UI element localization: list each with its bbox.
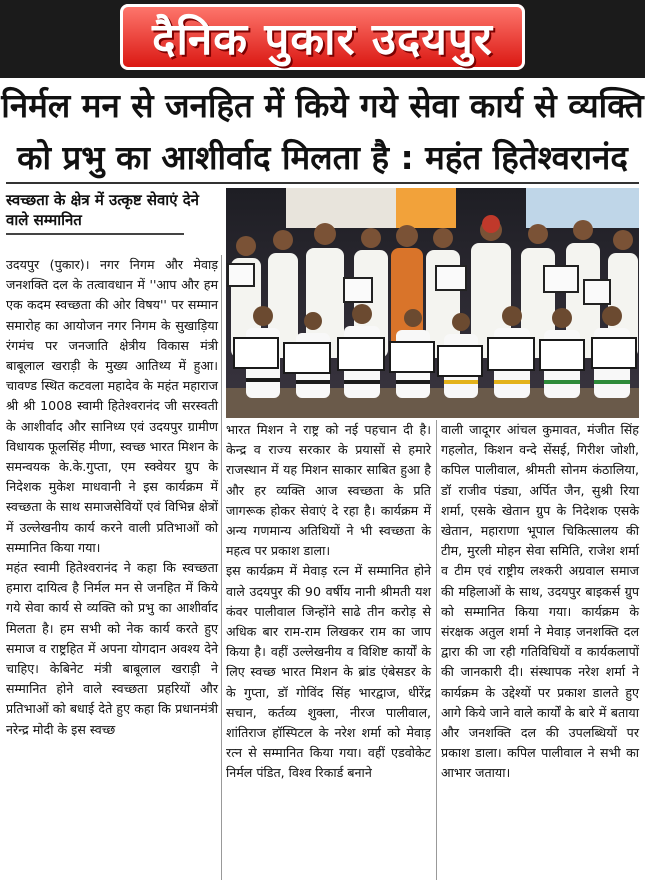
column-divider — [221, 255, 222, 880]
newspaper-title: दैनिक पुकार उदयपुर — [120, 4, 525, 70]
article-text-col2: भारत मिशन ने राष्ट्र को नई पहचान दी है। केन्द्र व राज्य सरकार के प्रयासों से हमारे राजस्थान में यह मिशन साकार साबित हुआ है और हर व्यक्ति आज स्वच्छता के प्रति जागरूक होकर सेवाएं दे रहा है। कार्यक्रम में अन्य गणमान्य अतिथियों ने भी स्वच्छता के महत्व पर प्रकाश डाला। इस कार्यक्रम में मेवाड़ रत्न में सम्मानित होने वाले उदयपुर की 90 वर्षीय नानी श्रीमती यश कंवर पालीवाल जिन्होंने साढे तीन करोड़ से अधिक बार राम-राम लिखकर राम का जाप किया है। वहीं उल्लेखनीय व विशिष्ट कार्यों के लिए स्वच्छ भारत मिशन के ब्रांड एंबेसडर के के गुप्ता, डॉ गोविंद सिंह भारद्वाज, धीरेंद्र सचान, कर्तव्य शुक्ला, नीरज पालीवाल, शांतिराज हॉस्पिटल के नरेश शर्मा को मेवाड़ रत्न से सम्मानित किया गया। वहीं एडवोकेट निर्मल पंडित, विश्व रिकार्ड बनाने — [226, 422, 431, 781]
subheadline-underline — [6, 233, 184, 235]
headline-line-2: को प्रभु का आशीर्वाद मिलता है : महंत हितेश्वरानंद — [17, 138, 628, 177]
article-column-2 — [226, 420, 431, 784]
headline-line-1: निर्मल मन से जनहित में किये गये सेवा कार्य से व्यक्ति — [1, 86, 644, 125]
group-photo — [226, 188, 639, 418]
group-photo-icon — [226, 188, 639, 418]
article-column-1 — [6, 255, 218, 740]
masthead — [0, 0, 645, 78]
article-text-col3: वाली जादूगर आंचल कुमावत, मंजीत सिंह गहलोत, किशन वन्दे सेंसई, गिरीश जोशी, कपिल पालीवाल, श्रीमती सोनम कंठालिया, डॉ राजीव पंड्या, अर्पित जैन, सुश्री रिया शर्मा, एसके खेतान ग्रुप के निदेशक एसके खेतान, महाराणा भूपाल चिकित्सालय की टीम, मुरली मोहन सेवा समिति, राजेश शर्मा व टीम एवं राष्ट्रीय लश्करी अग्रवाल समाज की महिलाओं के साथ, उदयपुर बाइकर्स ग्रुप को सम्मानित किया गया। कार्यक्रम के संरक्षक अतुल शर्मा ने मेवाड़ जनशक्ति दल द्वारा की जा रही गतिविधियों व कार्यकलापों की जानकारी दी। संस्थापक नरेश शर्मा ने कार्यक्रम के उद्देश्यों पर प्रकाश डालते हुए आगे किये जाने वाले कार्यों के बारे में बताया और जनशक्ति दल की उपलब्धियों पर प्रकाश डाला। कपिल पालीवाल ने सभी का आभार जताया। — [441, 422, 639, 781]
subheadline: स्वच्छता के क्षेत्र में उत्कृष्ट सेवाएं देने वाले सम्मानित — [6, 191, 200, 229]
column-divider — [436, 420, 437, 880]
divider — [6, 182, 639, 184]
article-text-col1: उदयपुर (पुकार)। नगर निगम और मेवाड़ जनशक्ति दल के तत्वावधान में ''आप और हम एक कदम स्वच्छता की ओर विषय'' पर सम्मान समारोह का आयोजन नगर निगम के सुखाड़िया रंगमंच पर जनजाति क्षेत्रीय विकास मंत्री बाबूलाल खराड़ी के मुख्य आतिथ्य में हुआ। चावण्ड स्थित कटवला महादेव के महंत महाराज श्री श्री 1008 स्वामी हितेश्वरानंद जी सरस्वती के आशीर्वाद और सानिध्य एवं उदयपुर ग्रामीण विधायक फूलसिंह मीणा, स्वच्छ भारत मिशन के समन्वयक के.के.गुप्ता, एम स्क्वेयर ग्रुप के निदेशक मुकेश माधवानी ने इस कार्यक्रम में स्वच्छता के साथ समाजसेवियों एवं विभिन्न क्षेत्रों में उल्लेखनीय कार्य करने वाली प्रतिभाओं को सम्मानित किया गया। महंत स्वामी हितेश्वरानंद ने कहा कि स्वच्छता हमारा दायित्व है निर्मल मन से जनहित में किये गये सेवा कार्य से व्यक्ति को प्रभु का आशीर्वाद मिलता है। हम सभी को नेक कार्य करते हुए समाज व राष्ट्रहित में अपना योगदान अवश्य देने चाहिए। केबिनेट मंत्री बाबूलाल खराड़ी ने सम्मानित होने वाले स्वच्छता प्रहरियों और प्रतिभाओं को बधाई देते हुए कहा कि प्रधानमंत्री नरेन्द्र मोदी के इस स्वच्छ — [6, 257, 218, 737]
article-column-3 — [441, 420, 639, 784]
